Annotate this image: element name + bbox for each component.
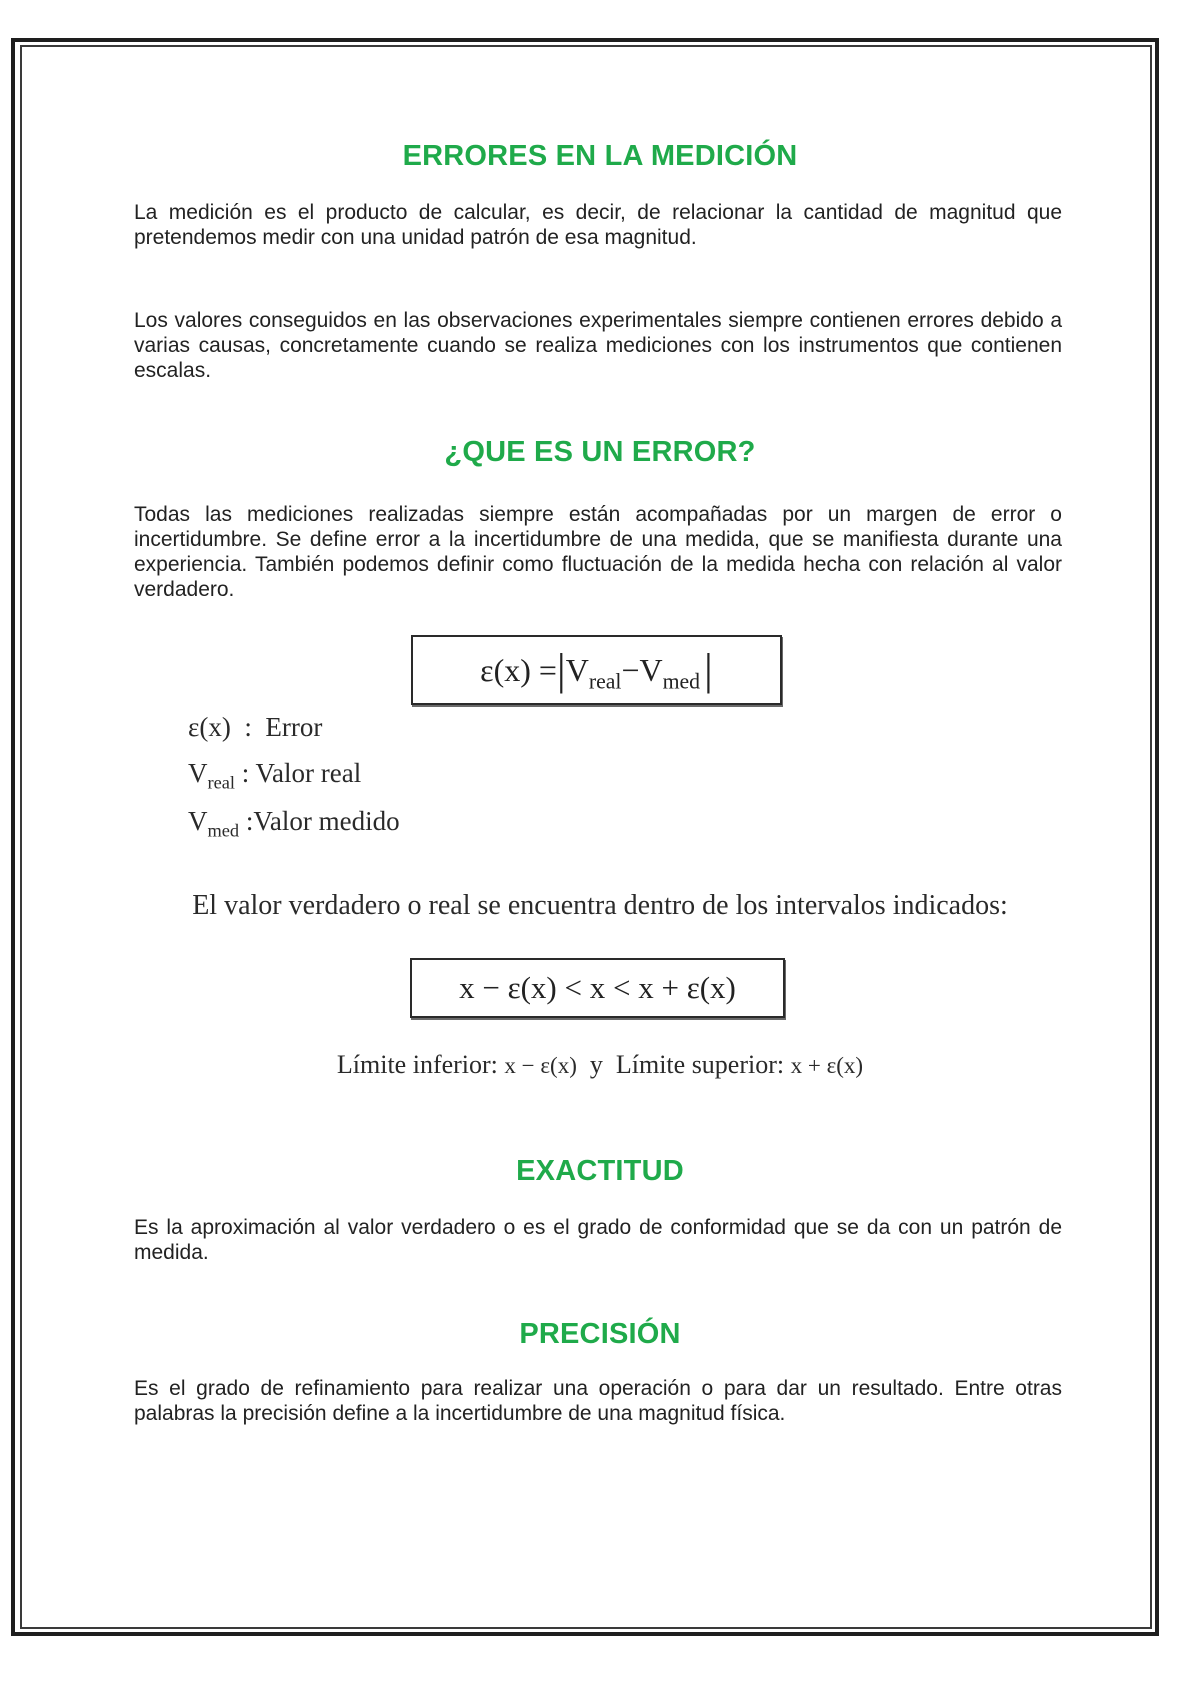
interval-sentence: El valor verdadero o real se encuentra dentro de los intervalos indicados: xyxy=(192,890,1008,921)
v-med-symbol: $V_{med}$ xyxy=(639,651,701,694)
exactitud-heading: EXACTITUD xyxy=(516,1155,684,1187)
paragraph-medicion: La medición es el producto de calcular, es decir, de relacionar la cantidad de magnitud que pretendemos medir con una unidad patrón de esa magnitud. xyxy=(134,201,1062,249)
definition-valor-real: $V_{real}$ : Valor real xyxy=(188,758,362,793)
definition-separator: : xyxy=(235,758,256,788)
definition-separator: : xyxy=(230,712,266,742)
error-formula-box xyxy=(411,635,782,705)
paragraph-error-definition: Todas las mediciones realizadas siempre están acompañadas por un margen de error o incertidumbre. Se define error a la incertidumbre de una medida, que se manifiesta durante una experiencia. También podemos definir como fluctuación de la medida hecha con relación al valor verdadero. xyxy=(134,503,1062,601)
title-heading: ERRORES EN LA MEDICIÓN xyxy=(402,140,798,172)
v-real-symbol: $V_{real}$ xyxy=(565,651,622,694)
definition-symbol: ε(x) xyxy=(188,712,231,742)
formula-minus: − xyxy=(621,651,640,688)
abs-bar-close: | xyxy=(704,645,713,694)
interval-formula-box xyxy=(410,958,785,1018)
lower-limit-expr: x − ε(x) xyxy=(504,1053,577,1078)
definition-meaning: Valor real xyxy=(255,758,362,788)
abs-bar-open: | xyxy=(556,645,566,694)
definition-symbol: V xyxy=(188,758,208,788)
upper-limit-expr: x + ε(x) xyxy=(790,1053,864,1078)
definition-valor-medido: $V_{med}$ :Valor medido xyxy=(188,806,400,841)
paragraph-precision: Es el grado de refinamiento para realizar una operación o para dar un resultado. Entre otras palabras la precisión define a la incertidumbre de una magnitud física. xyxy=(134,1377,1062,1425)
lower-limit-label: Límite inferior: xyxy=(336,1050,498,1079)
formula-lhs: ε(x) = xyxy=(480,651,557,688)
paragraph-valores: Los valores conseguidos en las observaciones experimentales siempre contienen errores debido a varias causas, concretamente cuando se realiza mediciones con los instrumentos que contienen escalas. xyxy=(134,309,1062,382)
definition-meaning: Error xyxy=(265,712,323,742)
upper-limit-label: Límite superior: xyxy=(615,1050,785,1079)
interval-formula: x − ε(x) < x < x + ε(x) xyxy=(459,970,736,1005)
paragraph-exactitud: Es la aproximación al valor verdadero o es el grado de conformidad que se da con un patrón de medida. xyxy=(134,1216,1062,1264)
what-is-error-heading: ¿QUE ES UN ERROR? xyxy=(444,436,756,468)
limits-conjunction: y xyxy=(589,1050,603,1079)
limits-line xyxy=(0,1050,1200,1080)
definition-symbol: V xyxy=(188,806,208,836)
precision-heading: PRECISIÓN xyxy=(519,1318,681,1350)
definition-separator: : xyxy=(239,806,254,836)
definition-error xyxy=(188,712,322,743)
definition-meaning: Valor medido xyxy=(253,806,400,836)
